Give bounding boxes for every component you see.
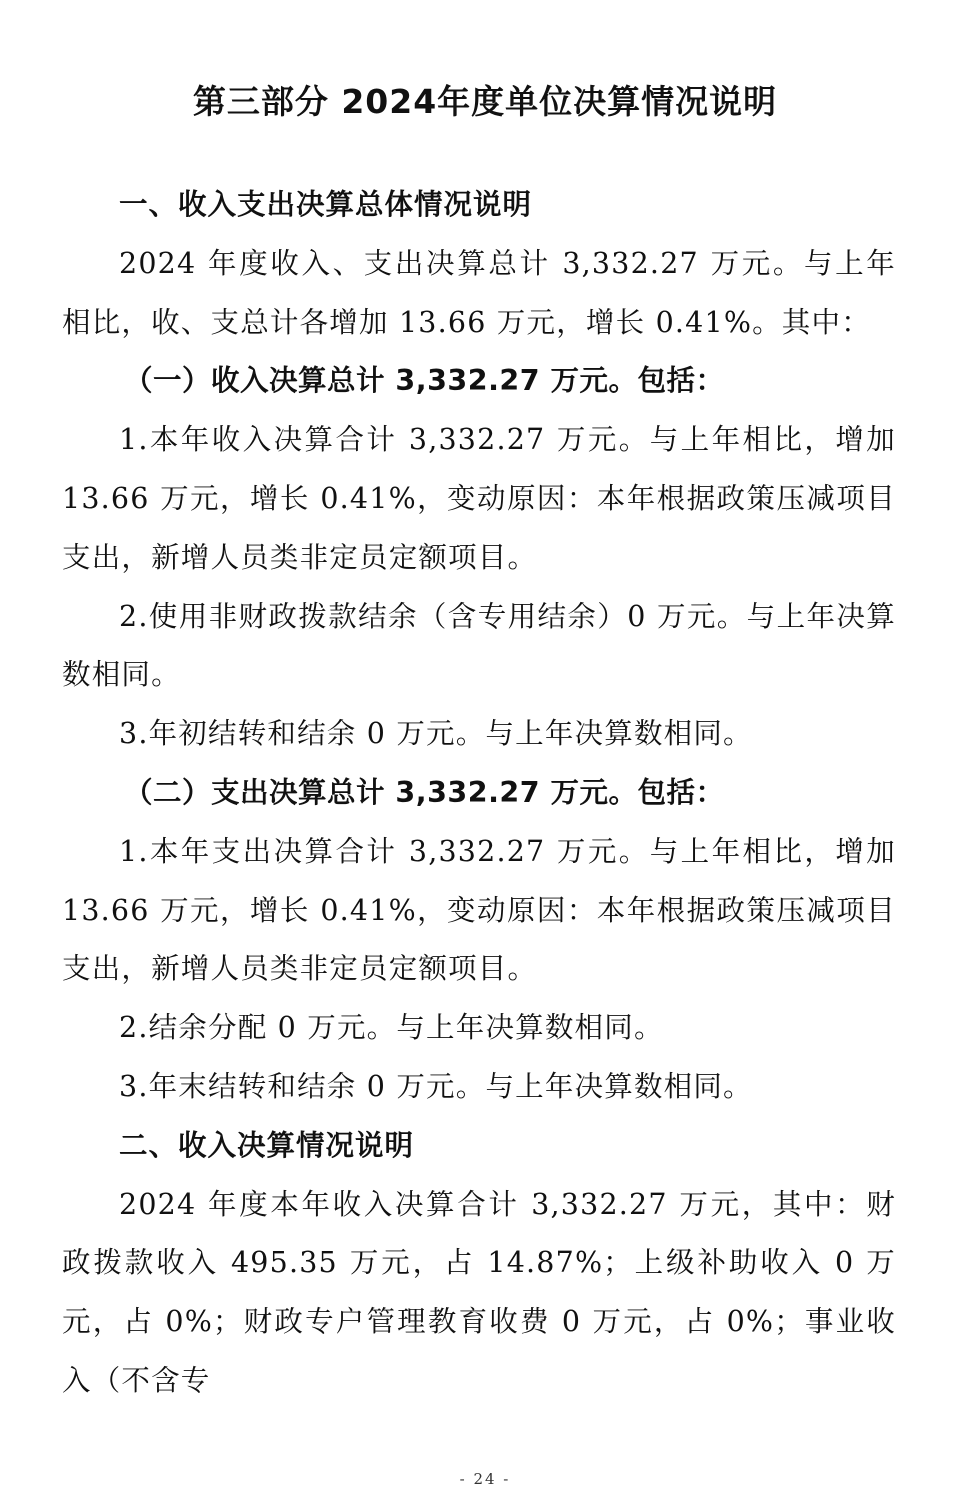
paragraph: 2024 年度本年收入决算合计 3,332.27 万元，其中：财政拨款收入 495.35 万元，占 14.87%；上级补助收入 0 万元，占 0%；财政专户管理教育收费 0 万元，占 0%；事业收入（不含专 <box>62 1187 896 1397</box>
paragraph: 2024 年度收入、支出决算总计 3,332.27 万元。与上年相比，收、支总计各增加 13.66 万元，增长 0.41%。其中： <box>62 246 896 339</box>
list-item: 2.使用非财政拨款结余（含专用结余）0 万元。与上年决算数相同。 <box>62 599 896 692</box>
list-item: 1.本年支出决算合计 3,332.27 万元。与上年相比，增加 13.66 万元，增长 0.41%，变动原因：本年根据政策压减项目支出，新增人员类非定员定额项目。 <box>62 834 896 986</box>
page-number: - 24 - <box>459 1470 511 1488</box>
list-item: 3.年末结转和结余 0 万元。与上年决算数相同。 <box>119 1069 753 1103</box>
list-item: 3.年初结转和结余 0 万元。与上年决算数相同。 <box>119 717 753 751</box>
list-item: 2.结余分配 0 万元。与上年决算数相同。 <box>119 1011 664 1045</box>
page-title: 第三部分 2024年度单位决算情况说明 <box>192 82 778 121</box>
section-heading-1: 一、收入支出决算总体情况说明 <box>119 188 533 221</box>
list-item: 1.本年收入决算合计 3,332.27 万元。与上年相比，增加 13.66 万元，增长 0.41%，变动原因：本年根据政策压减项目支出，新增人员类非定员定额项目。 <box>62 423 896 574</box>
subsection-heading-expense: （二）支出决算总计 3,332.27 万元。包括： <box>124 775 725 809</box>
document-body <box>62 176 896 1411</box>
subsection-heading-income: （一）收入决算总计 3,332.27 万元。包括： <box>124 364 725 398</box>
section-heading-2: 二、收入决算情况说明 <box>119 1128 415 1162</box>
